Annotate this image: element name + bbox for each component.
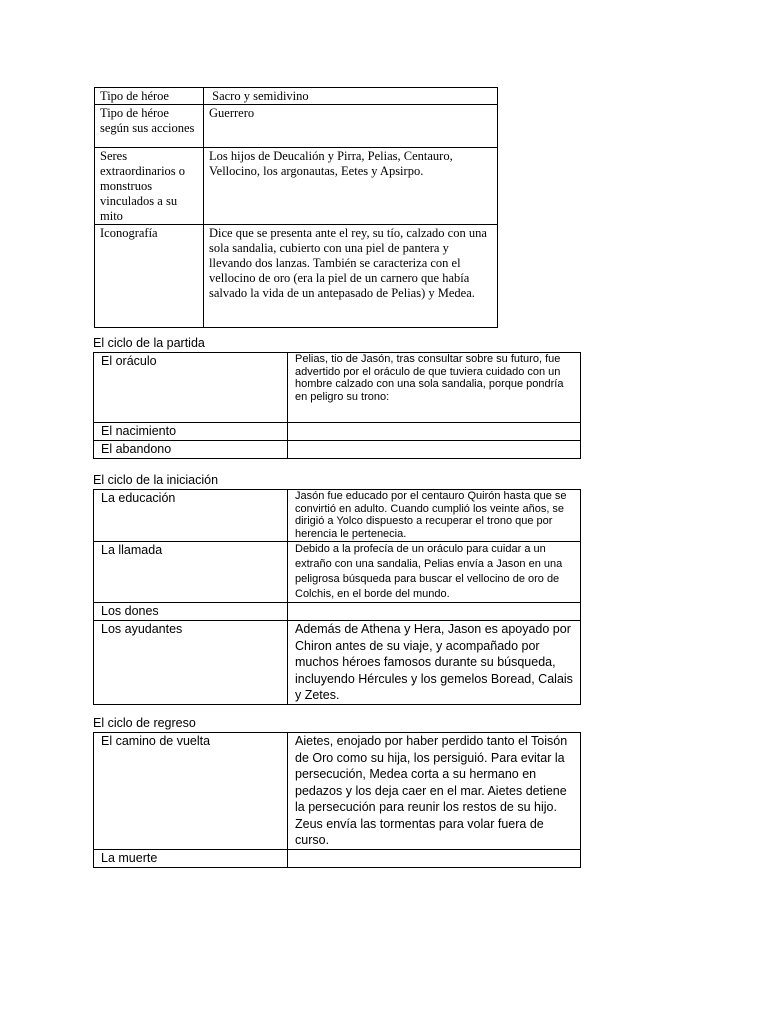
row-label: La educación [101,491,176,505]
row-value-cell [204,148,498,225]
row-label: La muerte [101,850,158,865]
partida-table [93,352,581,459]
row-label-cell [94,733,288,850]
table-row [94,490,581,542]
row-value: Dice que se presenta ante el rey, su tío, calzado con una sola sandalia, cubierto con una piel de pantera y llevando dos lanzas. También se caracteriza con el vellocino de oro (era la piel de un carnero que había salvado la vida de un antepasado de Pelias) y Medea. [209,226,487,300]
row-label: El abandono [101,442,172,456]
row-value-cell [288,733,581,850]
row-value: Jasón fue educado por el centauro Quirón hasta que se convirtió en adulto. Cuando cumplió los veinte años, se dirigió a Yolco dispuesto a recuperar el trono que por herencia le pertenecia. [295,490,567,540]
regreso-table [93,732,581,868]
row-label-cell [94,353,288,423]
row-label-cell [95,105,204,148]
row-label-cell [94,490,288,542]
row-label: La llamada [101,543,163,557]
row-value-cell [288,423,581,441]
row-value-cell [204,88,498,105]
row-label-cell [95,225,204,328]
row-label: El oráculo [101,354,157,368]
row-value-cell [204,105,498,148]
row-value: Debido a la profecía de un oráculo para cuidar a un extraño con una sandalia, Pelias envía a Jason en una peligrosa búsqueda para buscar el vellocino de oro de Colchis, en el borde del mundo. [295,543,563,600]
row-label-cell [94,441,288,459]
row-value: Sacro y semidivino [209,89,309,103]
table-row [95,88,498,105]
row-label: Iconografía [100,226,158,240]
table-row [95,225,498,328]
row-label: Los dones [101,604,159,618]
table-row [94,733,581,850]
table-row [94,441,581,459]
row-label: El nacimiento [101,424,177,438]
row-label-cell [94,621,288,705]
row-value: Pelias, tio de Jasón, tras consultar sobre su futuro, fue advertido por el oráculo de que tuviera cuidado con un hombre calzado con una sola sandalia, porque pondría en peligro su trono: [295,353,564,403]
table-row [94,423,581,441]
row-value: Guerrero [209,106,255,120]
row-label-cell [94,849,288,867]
table-row [95,148,498,225]
row-label-cell [94,603,288,621]
section-heading-partida: El ciclo de la partida [93,336,205,350]
row-value: Además de Athena y Hera, Jason es apoyado por Chiron antes de su viaje, y acompañado por muchos héroes famosos durante su búsqueda, incluyendo Hércules y los gemelos Boread, Calais y Zetes. [295,622,573,702]
row-label: Seres extraordinarios o monstruos vinculados a su mito [100,149,186,223]
table-row [94,353,581,423]
row-value: Aietes, enojado por haber perdido tanto el Toisón de Oro como su hija, los persiguió. Para evitar la persecución, Medea corta a su hermano en pedazos y los deja caer en el mar. Aietes detiene la persecución para reunir los restos de su hijo. Zeus envía las tormentas para volar fuera de curso. [295,734,568,847]
row-label-cell [94,423,288,441]
table-row [94,603,581,621]
row-value-cell [288,621,581,705]
row-label: El camino de vuelta [101,734,211,748]
row-label: Tipo de héroe [100,89,169,103]
row-label: Tipo de héroe según sus acciones [100,106,195,135]
row-value-cell [288,441,581,459]
table-row [94,621,581,705]
row-value-cell [204,225,498,328]
table-row [94,849,581,867]
table-row [94,542,581,603]
row-value-cell [288,490,581,542]
row-value-cell [288,353,581,423]
row-label: Los ayudantes [101,622,183,636]
row-value-cell [288,603,581,621]
row-value: Los hijos de Deucalión y Pirra, Pelias, Centauro, Vellocino, los argonautas, Eetes y Apsirpo. [209,149,453,178]
row-label-cell [95,148,204,225]
iniciacion-table [93,489,581,705]
row-value-cell [288,542,581,603]
section-heading-iniciacion: El ciclo de la iniciación [93,473,219,487]
row-label-cell [94,542,288,603]
row-value-cell [288,849,581,867]
row-label-cell [95,88,204,105]
hero-table [94,87,498,328]
section-heading-regreso: El ciclo de regreso [93,716,196,730]
table-row [95,105,498,148]
